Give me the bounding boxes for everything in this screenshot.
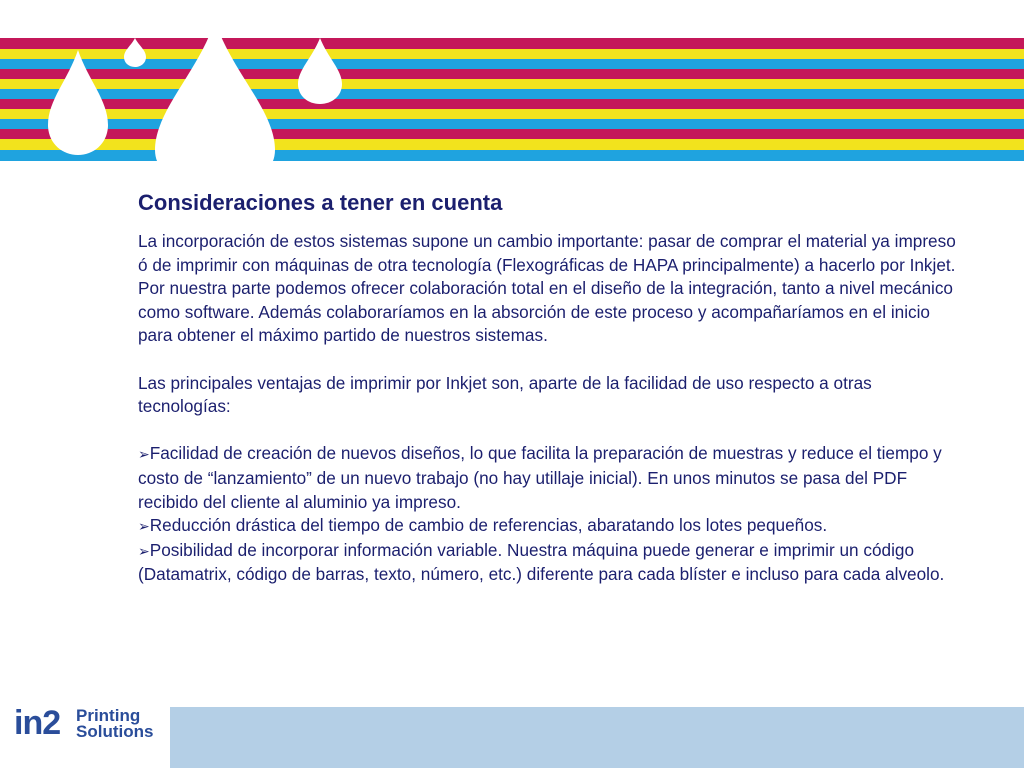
spacer bbox=[138, 348, 958, 372]
arrow-bullet-icon: ➢ bbox=[138, 542, 150, 559]
company-logo bbox=[14, 704, 164, 748]
tiny-drop-shape bbox=[124, 38, 146, 67]
arrow-bullet-icon: ➢ bbox=[138, 518, 150, 535]
spacer bbox=[138, 419, 958, 443]
ink-drops-decoration bbox=[0, 0, 1024, 170]
logo-line-2: Solutions bbox=[76, 722, 154, 741]
medium-drop-shape bbox=[298, 38, 342, 104]
slide-content bbox=[138, 190, 958, 587]
bullet-item-1 bbox=[138, 442, 958, 514]
logo-mark: in2 bbox=[14, 704, 61, 742]
bullet-text: Facilidad de creación de nuevos diseños, lo que facilita la preparación de muestras y reduce el tiempo y costo de “lanzamiento” de un nuevo trabajo (no hay utillaje inicial). En unos minutos se pasa del PDF recibido del cliente al aluminio ya impreso. bbox=[138, 443, 942, 512]
advantages-intro: Las principales ventajas de imprimir por Inkjet son, aparte de la facilidad de uso respecto a otras tecnologías: bbox=[138, 372, 872, 417]
bullet-text: Reducción drástica del tiempo de cambio de referencias, abaratando los lotes pequeños. bbox=[149, 515, 828, 536]
bullet-item-3 bbox=[138, 539, 958, 587]
logo-line-1: Printing bbox=[76, 706, 141, 725]
logo-wordmark bbox=[76, 708, 153, 740]
bullet-item-2 bbox=[138, 514, 958, 539]
small-drop-shape bbox=[48, 50, 108, 155]
arrow-bullet-icon: ➢ bbox=[138, 446, 150, 463]
bullet-text: Posibilidad de incorporar información variable. Nuestra máquina puede generar e imprimir un código (Datamatrix, código de barras, texto, número, etc.) diferente para cada blíster e incluso para cada alveolo. bbox=[138, 539, 945, 585]
slide-title: Consideraciones a tener en cuenta bbox=[138, 190, 503, 215]
paragraph-1: La incorporación de estos sistemas supone un cambio importante: pasar de comprar el material ya impreso ó de imprimir con máquinas de otra tecnología (Flexográficas de HAPA principalmente) a hacerlo por Inkjet. bbox=[138, 231, 956, 275]
large-drop-shape bbox=[155, 20, 275, 170]
footer-bar bbox=[170, 707, 1024, 768]
paragraph-2: Por nuestra parte podemos ofrecer colaboración total en el diseño de la integración, tanto a nivel mecánico como software. Además colaboraríamos en la absorción de este proceso y acompañaríamos en el inicio para obtener el máximo partido de nuestros sistemas. bbox=[138, 278, 953, 346]
